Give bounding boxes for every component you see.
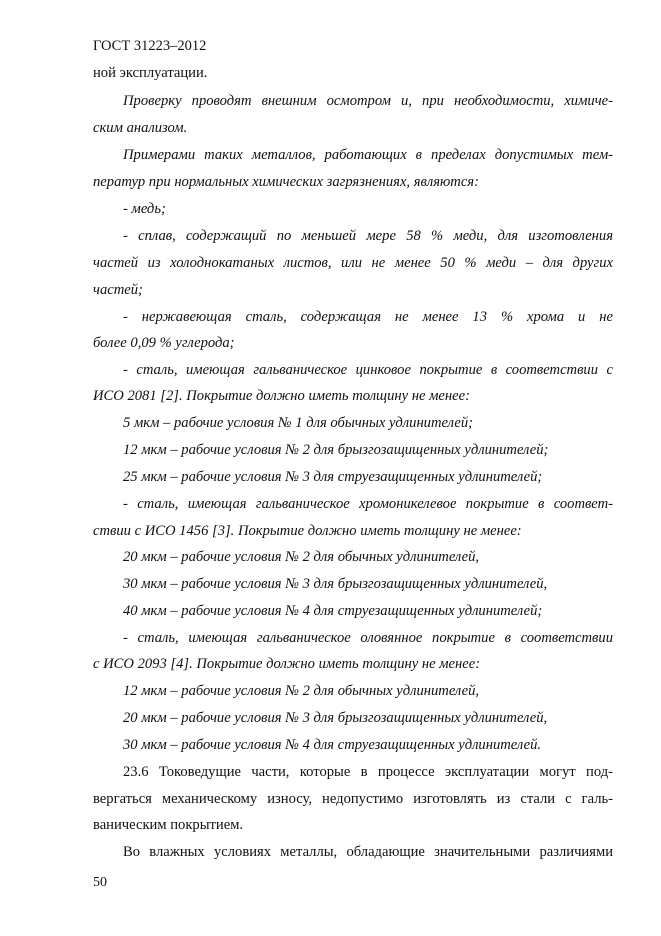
text-line: ИСО 2081 [2]. Покрытие должно иметь толщину не менее: — [93, 388, 470, 404]
text-line: ваническим покрытием. — [93, 817, 244, 833]
page-number: 50 — [93, 875, 107, 890]
text-line: вергаться механическому износу, недопустимо изготовлять из стали с галь- — [93, 791, 613, 807]
text-line: 5 мкм – рабочие условия № 1 для обычных удлинителей; — [123, 415, 473, 431]
text-line: - сталь, имеющая гальваническое оловянное покрытие в соответствии — [123, 630, 613, 646]
text-line: частей; — [93, 282, 143, 298]
text-line: - сплав, содержащий по меньшей мере 58 % меди, для изготовления — [123, 228, 613, 244]
text-line: 23.6 Токоведущие части, которые в процессе эксплуатации могут под- — [123, 764, 613, 780]
text-line: Примерами таких металлов, работающих в пределах допустимых тем- — [123, 147, 613, 163]
text-line: ствии с ИСО 1456 [3]. Покрытие должно иметь толщину не менее: — [93, 523, 522, 539]
text-line: - сталь, имеющая гальваническое хромоникелевое покрытие в соответ- — [123, 496, 613, 512]
text-line: 30 мкм – рабочие условия № 4 для струезащищенных удлинителей. — [123, 737, 542, 753]
text-line: ператур при нормальных химических загрязнениях, являются: — [93, 174, 479, 190]
text-line: с ИСО 2093 [4]. Покрытие должно иметь толщину не менее: — [93, 656, 481, 672]
text-line: более 0,09 % углерода; — [93, 335, 235, 351]
text-line: - медь; — [123, 201, 166, 217]
text-line: ским анализом. — [93, 120, 188, 136]
text-line: 40 мкм – рабочие условия № 4 для струезащищенных удлинителей; — [123, 603, 543, 619]
text-line: Во влажных условиях металлы, обладающие значительными различиями — [123, 844, 613, 860]
text-line: ной эксплуатации. — [93, 65, 208, 81]
text-line: 20 мкм – рабочие условия № 2 для обычных удлинителей, — [123, 549, 480, 565]
text-line: 12 мкм – рабочие условия № 2 для обычных удлинителей, — [123, 683, 480, 699]
document-header: ГОСТ 31223–2012 — [93, 38, 207, 54]
text-line: 30 мкм – рабочие условия № 3 для брызгозащищенных удлинителей, — [123, 576, 548, 592]
text-line: 25 мкм – рабочие условия № 3 для струезащищенных удлинителей; — [123, 469, 543, 485]
text-line: Проверку проводят внешним осмотром и, при необходимости, химиче- — [123, 93, 613, 109]
text-line: частей из холоднокатаных листов, или не менее 50 % меди – для других — [93, 255, 613, 271]
text-line: 12 мкм – рабочие условия № 2 для брызгозащищенных удлинителей; — [123, 442, 549, 458]
text-line: 20 мкм – рабочие условия № 3 для брызгозащищенных удлинителей, — [123, 710, 548, 726]
text-line: - сталь, имеющая гальваническое цинковое покрытие в соответствии с — [123, 362, 613, 378]
text-line: - нержавеющая сталь, содержащая не менее 13 % хрома и не — [123, 309, 613, 325]
